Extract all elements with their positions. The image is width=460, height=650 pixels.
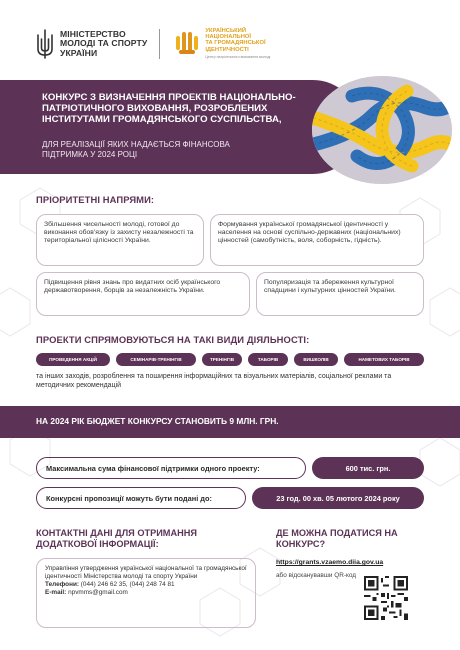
- center-name-line1: УКРАЇНСЬКИЙ: [205, 27, 247, 34]
- ministry-name-line2: МОЛОДІ ТА СПОРТУ: [60, 38, 148, 49]
- activity-pill: ПРОВЕДЕННЯ АКЦІЙ: [36, 353, 110, 366]
- priority-item-3: Підвищення рівня знань про видатних осіб українського державотворення, борців за незалежність України.: [36, 272, 250, 316]
- identity-center-mark-icon: [174, 30, 200, 58]
- email-value[interactable]: npvmms@gmail.com: [68, 589, 128, 596]
- logos-row: [36, 22, 430, 66]
- rope-knot-image: [312, 76, 452, 184]
- ministry-logo: [36, 29, 147, 59]
- logo-divider: [159, 29, 160, 59]
- activities-pill-list: [36, 353, 426, 366]
- banner-subtitle: ДЛЯ РЕАЛІЗАЦІЇ ЯКИХ НАДАЄТЬСЯ ФІНАНСОВА ПІДТРИМКА У 2024 РОЦІ: [42, 140, 230, 159]
- priority-item-1: Збільшення чисельності молоді, готової до виконання обов'язку із захисту незалежності та територіальної цілісності України.: [36, 214, 204, 266]
- activity-pill: СЕМІНАРІВ-ТРЕНІНГІВ: [116, 353, 196, 366]
- apply-qr-hint: або відсканувавши QR-код: [276, 572, 356, 579]
- activity-pill: ВИШКОЛІВ: [294, 353, 338, 366]
- priorities-heading: ПРІОРИТЕТНІ НАПРЯМИ:: [36, 194, 155, 205]
- max-support-value: 600 тис. грн.: [312, 457, 424, 479]
- banner-title: КОНКУРС З ВИЗНАЧЕННЯ ПРОЕКТІВ НАЦІОНАЛЬНО-ПАТРІОТИЧНОГО ВИХОВАННЯ, РОЗРОБЛЕНИХ ІНСТИТУТАМИ ГРОМАДЯНСЬКОГО СУСПІЛЬСТВА,: [42, 92, 296, 125]
- qr-code-icon[interactable]: [364, 576, 408, 620]
- activities-heading: ПРОЕКТИ СПРЯМОВУЮТЬСЯ НА ТАКІ ВИДИ ДІЯЛЬНОСТІ:: [36, 334, 310, 345]
- identity-center-logo: [174, 28, 270, 60]
- activity-pill: ТРЕНІНГІВ: [202, 353, 242, 366]
- deadline-label: Конкурсні пропозиції можуть бути подані до:: [36, 487, 246, 509]
- priority-item-2: Формування української громадянської ідентичності у населення на основі суспільно-державних (національних) цінностей (самобутність, воля, соборність, гідність).: [210, 214, 424, 266]
- contacts-box: [36, 558, 256, 628]
- email-label: E-mail:: [45, 589, 67, 596]
- activity-pill: НАМЕТОВИХ ТАБОРІВ: [344, 353, 424, 366]
- center-subtitle: Центр патріотичного виховання молоді: [205, 54, 271, 59]
- contacts-email-row: [45, 589, 247, 597]
- center-name-line2: НАЦІОНАЛЬНОЇ: [205, 34, 252, 41]
- budget-text: НА 2024 РІК БЮДЖЕТ КОНКУРСУ СТАНОВИТЬ 9 МЛН. ГРН.: [36, 416, 279, 426]
- center-name-line3: ТА ГРОМАДЯНСЬКОЇ: [205, 40, 266, 47]
- activity-pill: ТАБОРІВ: [248, 353, 288, 366]
- budget-banner: [0, 406, 460, 438]
- ministry-name-line3: УКРАЇНИ: [60, 47, 98, 58]
- apply-heading: ДЕ МОЖНА ПОДАТИСЯ НА КОНКУРС?: [276, 528, 398, 549]
- phone-value: (044) 246 62 35, (044) 248 74 81: [80, 581, 175, 588]
- max-support-label: Максимальна сума фінансової підтримки одного проекту:: [36, 457, 306, 479]
- contacts-org: Управління утвердження української національної та громадянської ідентичності Міністерства молоді та спорту України: [45, 565, 247, 580]
- title-banner: [0, 80, 460, 174]
- activities-description: та інших заходів, розроблення та поширення інформаційних та візуальних матеріалів, соціальної реклами та методичних рекомендацій: [36, 373, 392, 389]
- contacts-heading: КОНТАКТНІ ДАНІ ДЛЯ ОТРИМАННЯ ДОДАТКОВОЇ ІНФОРМАЦІЇ:: [36, 528, 197, 549]
- ministry-name-line1: МІНІСТЕРСТВО: [60, 28, 126, 39]
- contacts-phone-row: [45, 581, 247, 589]
- center-name-line4: ІДЕНТИЧНОСТІ: [205, 46, 249, 53]
- deadline-value: 23 год. 00 хв. 05 лютого 2024 року: [252, 487, 424, 509]
- apply-link[interactable]: https://grants.vzaemo.diia.gov.ua: [276, 559, 384, 566]
- priority-item-4: Популяризація та збереження культурної спадщини і культурних цінностей України.: [256, 272, 424, 316]
- trident-icon: [36, 29, 54, 59]
- phone-label: Телефони:: [45, 581, 79, 588]
